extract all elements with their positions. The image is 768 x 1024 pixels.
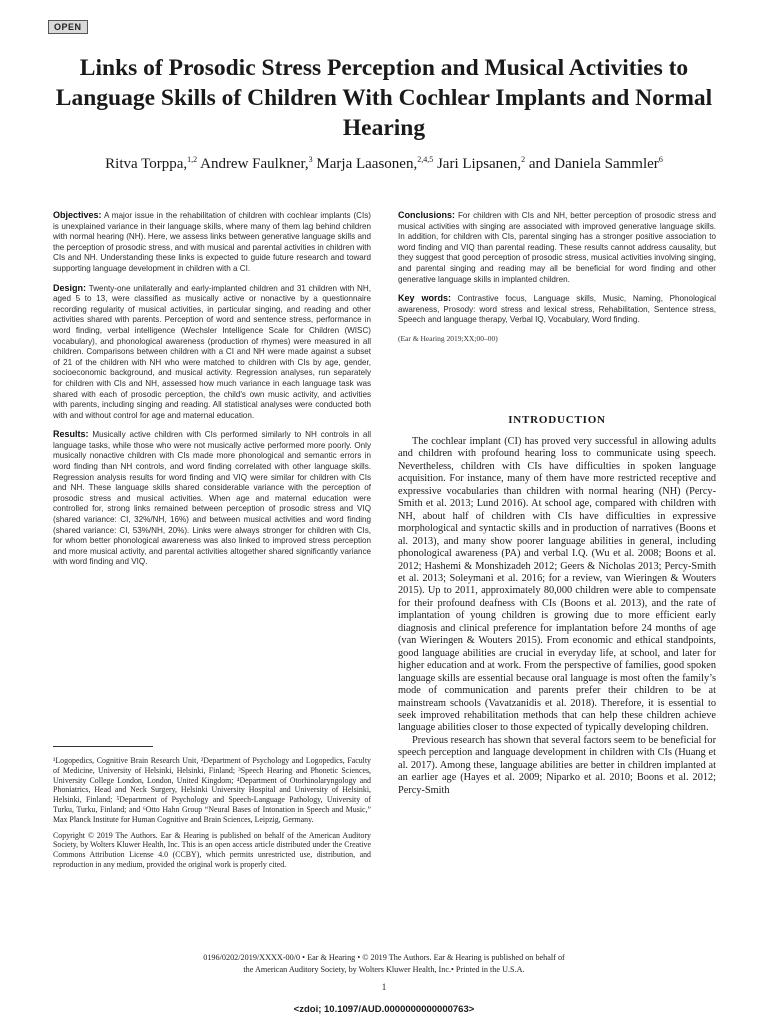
abstract-results bbox=[53, 429, 371, 568]
abstract-text: Twenty-one unilaterally and early-implanted children and 31 children with NH, aged 5 to 13, were classified as musically active or nonactive by a questionnaire recording regularity of musical activities, in particular singing, and reading and other activities shared with parents. Perception of word and sentence stress, performance in word finding, verbal intelligence (Wechsler Intelligence Scale for Children (WISC) vocabulary), and phonological awareness (production of rhymes) were measured in all children. Comparisons between children with a CI and NH were made against a subset of 21 of the children with NH who were matched to children with CIs by age, gender, socioeconomic background, and musical activity. Regression analyses, run separately for children with CIs and NH, assessed how much variance in each language task was shared with each of prosodic perception, the child's own music activity, and activities with parents, including singing and reading. All statistical analyses were conducted both with and without control for age and maternal education. bbox=[53, 283, 371, 420]
abstract-label: Results: bbox=[53, 429, 89, 440]
open-access-badge: OPEN bbox=[48, 20, 88, 34]
footnote-divider bbox=[53, 746, 153, 747]
body-paragraph: The cochlear implant (CI) has proved very successful in allowing adults and children with profound hearing loss to communicate using speech. Nevertheless, children with CIs have difficulties in spoken language acquisition. For instance, many of them have more restricted receptive and expressive vocabularies than children with normal hearing (NH) (Percy-Smith et al. 2013; Lund 2016). At school age, compared with children with NH, about half of children with CIs have difficulties in expressive morphological and syntactic skills and in production of narratives (Boons et al. 2013), and many show poorer language abilities in general, including phonological awareness (PA) and verbal I.Q. (Wu et al. 2008; Boons et al. 2012; Hashemi & Monshizadeh 2012; Geers & Nicholas 2013; Percy-Smith et al. 2013; Soleymani et al. 2016; for a review, van Wieringen & Wouters 2015). Up to 2011, approximately 80,000 children were able to compensate for their profound deafness with CIs (Boons et al. 2013), and the rate of implantation of young children is growing due to more efficient early diagnosis and clinical preference for implantation before 24 months of age (van Wieringen & Wouters 2015). From economic and ethical standpoints, good language abilities are crucial in everyday life, at school, and later for higher education and at work. From the perspective of families, good spoken language skills are essential because oral language is most often the family’s mode of communication and parents prefer their children to be at mainstream schools (Vavatzanidis et al. 2018). Therefore, it is essential to seek improved rehabilitation methods that can help these children achieve language abilities closer to those expected of typically developing children. bbox=[398, 436, 716, 734]
author-name: Andrew Faulkner, bbox=[200, 156, 309, 172]
author-name: Jari Lipsanen, bbox=[436, 156, 522, 172]
introduction-body bbox=[398, 436, 716, 797]
abstract-label: Objectives: bbox=[53, 210, 102, 220]
author-affiliation: 3 bbox=[308, 155, 313, 164]
abstract-right-column bbox=[398, 210, 716, 345]
footer-line: the American Auditory Society, by Wolters Kluwer Health, Inc.• Printed in the U.S.A. bbox=[243, 965, 525, 974]
abstract-conclusions bbox=[398, 210, 716, 285]
author-affiliation: 2 bbox=[521, 155, 526, 164]
abstract-objectives bbox=[53, 210, 371, 275]
footnotes bbox=[53, 756, 371, 876]
abstract-design bbox=[53, 283, 371, 422]
abstract-left-column bbox=[53, 210, 371, 576]
author-affiliation: 2,4,5 bbox=[417, 155, 434, 164]
abstract-label: Conclusions: bbox=[398, 210, 456, 220]
abstract-keywords bbox=[398, 293, 716, 326]
abstract-text: Contrastive focus, Language skills, Music, Naming, Phonological awareness, Prosody: word stress and lexical stress, Rehabilitation, Sentence stress, Speech and language therapy, Verbal IQ, Vocabulary, Word finding. bbox=[398, 294, 717, 325]
introduction-heading: INTRODUCTION bbox=[508, 414, 606, 426]
author-affiliation: 6 bbox=[658, 155, 663, 164]
copyright-footnote: Copyright © 2019 The Authors. Ear & Hearing is published on behalf of the American Auditory Society, by Wolters Kluwer Health, Inc. This is an open access article distributed under the Creative Commons Attribution License 4.0 (CCBY), which permits unrestricted use, distribution, and reproduction in any medium, provided the original work is properly cited. bbox=[53, 830, 371, 869]
journal-citation: (Ear & Hearing 2019;XX;00–00) bbox=[398, 333, 498, 343]
doi-link[interactable]: <zdoi; 10.1097/AUD.0000000000000763> bbox=[293, 1004, 475, 1015]
journal-footer bbox=[60, 952, 708, 976]
author-name: Ritva Torppa, bbox=[105, 156, 188, 172]
abstract-text: A major issue in the rehabilitation of children with cochlear implants (CIs) is unexplained variance in their language skills, where many of them lag behind children with normal hearing (NH). Here, we assess links between generative language skills and the perception of prosodic stress, and with musical and parental activities in children with CIs and NH. Understanding these links is expected to guide future research and toward supporting language development in children with a CI. bbox=[53, 211, 371, 273]
abstract-text: Musically active children with CIs performed similarly to NH controls in all language tasks, while those who were not musically active performed more poorly. Only musically nonactive children with CIs made more phonological and semantic errors in word finding than NH controls, and word finding correlated with other language skills. Regression analysis results for word finding and VIQ were similar for children with CIs and NH. These language skills shared considerable variance with the perception of prosodic stress and musical activities. When age and maternal education were controlled for, strong links remained between perception of prosodic stress and VIQ (shared variance: CI, 32%/NH, 16%) and between musical activities and word finding (shared variance: CI, 53%/NH, 20%). Links were always stronger for children with CIs, for whom better phonological awareness was also linked to improved stress perception and more musical activity, and parental activities altogether shared significantly variance with word finding and VIQ. bbox=[53, 430, 371, 567]
abstract-text: For children with CIs and NH, better perception of prosodic stress and musical activities with singing are associated with improved generative language skills. In addition, for children with CIs, parental singing has a stronger positive association to word finding and VIQ than parental reading. These results cannot address causality, but they suggest that good perception of prosodic stress, musical activities involving singing, and parental singing and reading may all be beneficial for word finding and other generative language skills in implanted children. bbox=[398, 211, 716, 284]
author-name: Marja Laasonen, bbox=[316, 156, 418, 172]
article-title: Links of Prosodic Stress Perception and Musical Activities to Language Skills of Children With Cochlear Implants and Normal Hearing bbox=[55, 55, 713, 141]
author-affiliation: 1,2 bbox=[187, 155, 198, 164]
body-paragraph: Previous research has shown that several factors seem to be beneficial for speech perception and language development in children with CIs (Huang et al. 2017). Among these, language abilities are better in children implanted at an earlier age (Hayes et al. 2009; Niparko et al. 2010; Boons et al. 2012; Percy-Smith bbox=[398, 734, 716, 796]
author-list bbox=[40, 150, 728, 174]
abstract-label: Design: bbox=[53, 282, 87, 293]
affiliations-footnote: ¹Logopedics, Cognitive Brain Research Unit, ²Department of Psychology and Logopedics, Faculty of Medicine, University of Helsinki, Helsinki, Finland; ³Speech Hearing and Phonetic Sciences, University College London, London, United Kingdom; ⁴Department of Otorhinolaryngology and Phoniatrics, Head and Neck Surgery, Helsinki University Hospital and University of Helsinki, Helsinki, Finland; ⁵Department of Psychology and Speech-Language Pathology, University of Turku, Turku, Finland; and ⁶Otto Hahn Group “Neural Bases of Intonation in Speech and Music,” Max Planck Institute for Human Cognitive and Brain Sciences, Leipzig, Germany. bbox=[53, 756, 371, 824]
footer-line: 0196/0202/2019/XXXX-00/0 • Ear & Hearing • © 2019 The Authors. Ear & Hearing is published on behalf of bbox=[203, 953, 565, 962]
abstract-label: Key words: bbox=[398, 293, 451, 304]
page-number: 1 bbox=[381, 982, 387, 992]
author-name: and Daniela Sammler bbox=[528, 156, 659, 172]
